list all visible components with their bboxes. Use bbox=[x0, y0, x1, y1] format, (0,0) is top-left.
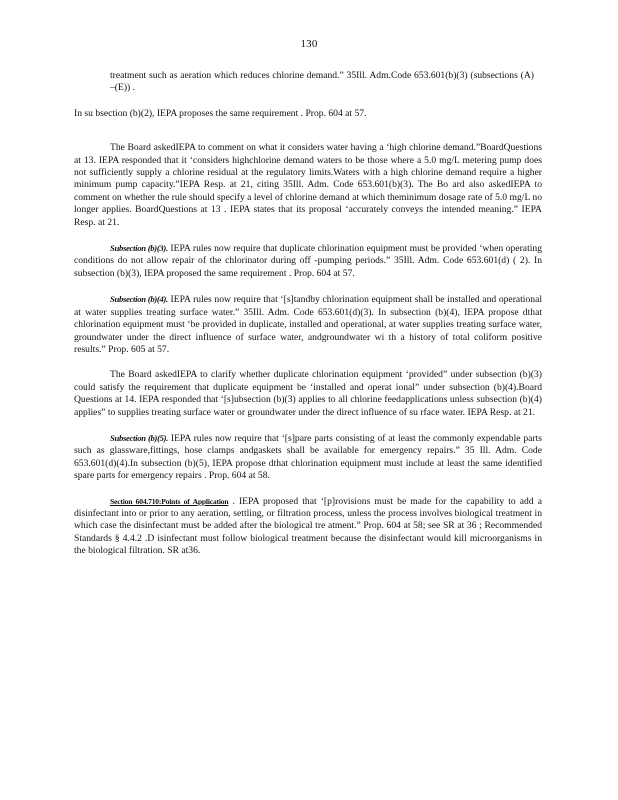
subsection-heading: Subsection (b)(3). bbox=[110, 243, 168, 254]
block-quote-paragraph: treatment such as aeration which reduces chlorine demand.” 35Ill. Adm.Code 653.601(b)(3) (subsections (A) –(E)) . bbox=[110, 70, 534, 94]
document-body bbox=[74, 70, 542, 571]
paragraph-text: IEPA rules now require that duplicate chlorination equipment must be provided ‘when operating conditions do not allow repair of the chlorinator during off -pumping periods.” 35Ill. Adm. Code 653.601(d) ( 2). In subsection (b)(3), IEPA proposed the same requirement . Prop. 604 at 57. bbox=[74, 243, 542, 279]
subsection-heading: Subsection (b)(5). bbox=[110, 432, 169, 443]
paragraph bbox=[74, 242, 542, 280]
paragraph bbox=[74, 432, 542, 483]
paragraph-text: . IEPA proposed that ‘[p]rovisions must be made for the capability to add a disinfectant into or prior to any aeration, settling, or filtration process, unless the process involves biological treatment in which case the disinfectant must be added after the biological tre atment.” Prop. 604 at 58; see SR at 36 ; Recommended Standards § 4.4.2 .D isinfectant must follow biological treatment because the disinfectant would kill microorganisms in the biological filtration. SR at36. bbox=[74, 495, 542, 557]
subsection-heading: Subsection (b)(4). bbox=[110, 294, 168, 305]
paragraph: In su bsection (b)(2), IEPA proposes the same requirement . Prop. 604 at 57. bbox=[74, 107, 367, 119]
paragraph bbox=[74, 293, 542, 356]
paragraph bbox=[74, 496, 542, 558]
paragraph: The Board askedIEPA to comment on what it considers water having a ‘high chlorine demand.”BoardQuestions at 13. IEPA responded that it ‘considers highchlorine demand waters to be those where a 5.0 mg/L metering pump does not sufficiently supply a chlorine residual at the regulatory limits.Waters with a high chlorine demand require a higher minimum pump capacity.”IEPA Resp. at 21, citing 35Ill. Adm. Code 653.601(b)(3). The Bo ard also askedIEPA to comment on whether the rule should specify a level of chlorine demand at which theminimum dosage rate of 5.0 mg/L no longer applies. BoardQuestions at 13 . IEPA states that its proposal ‘accurately conveys the intended meaning.” IEPA Resp. at 21. bbox=[74, 142, 542, 228]
section-heading: Section 604.710:Points of Application bbox=[110, 496, 229, 506]
page-number: 130 bbox=[300, 38, 318, 50]
paragraph-text: IEPA rules now require that ‘[s]pare parts consisting of at least the commonly expendable parts such as glassware,fittings, hose clamps andgaskets shall be available for emergency repairs.” 35 Ill. Adm. Code 653.601(d)(4).In subsection (b)(5), IEPA propose dthat chlorination equipment must include at least the same identified spare parts for emergency repairs . Prop. 604 at 58. bbox=[74, 432, 542, 482]
paragraph: The Board askedIEPA to clarify whether duplicate chlorination equipment ‘provided” under subsection (b)(3) could satisfy the requirement that duplicate equipment be ‘installed and operat ional” under subsection (b)(4).Board Questions at 14. IEPA responded that ‘[s]ubsection (b)(3) applies to all chlorine feedapplications unless subsection (b)(4) applies” to supplies treating surface water or groundwater under the direct influence of su rface water. IEPA Resp. at 21. bbox=[74, 369, 542, 418]
paragraph-text: IEPA rules now require that ‘[s]tandby chlorination equipment shall be installed and operational at water supplies treating surface water.” 35Ill. Adm. Code 653.601(d)(3). In subsection (b)(4), IEPA propose dthat chlorination equipment must ‘be provided in duplicate, installed and operational, at water supplies treating surface water, groundwater under the direct influence of surface water, andgroundwater wi th a history of total coliform positive results.” Prop. 605 at 57. bbox=[74, 294, 542, 355]
